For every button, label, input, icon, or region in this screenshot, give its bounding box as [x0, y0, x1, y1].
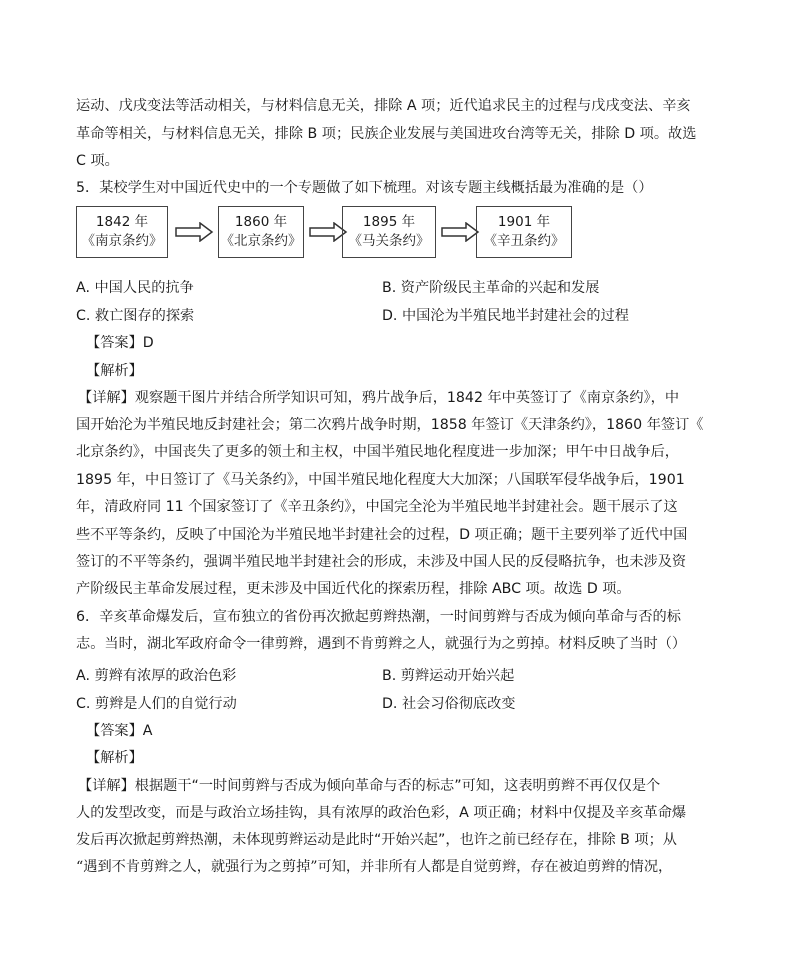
text-line: C 项。 [76, 153, 119, 169]
flow-treaty: 《辛丑条约》 [483, 233, 565, 249]
flow-box-1 [76, 206, 168, 258]
flow-treaty: 《马关条约》 [348, 233, 430, 249]
arrow-right-icon [440, 222, 480, 242]
flow-box-4 [476, 206, 572, 258]
detail-line: 国开始沦为半殖民地反封建社会；第二次鸦片战争时期，1858 年签订《天津条约》，1860 年签订《 [76, 417, 704, 433]
answer-label: 【答案】D [86, 335, 154, 351]
detail-line: 北京条约》，中国丧失了更多的领土和主权，中国半殖民地化程度进一步加深；甲午中日战争后， [76, 444, 679, 460]
flow-year: 1895 年 [362, 214, 416, 230]
detail-line: “遇到不肯剪辫之人，就强行为之剪掉”可知，并非所有人都是自觉剪辫，存在被迫剪辫的情况， [76, 859, 673, 875]
answer-label: 【答案】A [86, 723, 153, 739]
option-c: C. 剪辫是人们的自觉行动 [76, 696, 237, 712]
arrow-right-icon [174, 222, 214, 242]
detail-line: 人的发型改变，而是与政治立场挂钩，具有浓厚的政治色彩，A 项正确；材料中仅提及辛亥革命爆 [76, 805, 687, 821]
flow-box-3 [342, 206, 436, 258]
option-b: B. 剪辫运动开始兴起 [382, 668, 515, 684]
flow-treaty: 《南京条约》 [81, 233, 163, 249]
flow-treaty: 《北京条约》 [220, 233, 302, 249]
treaty-flow-diagram [76, 206, 576, 260]
detail-line: 年，清政府同 11 个国家签订了《辛丑条约》，中国完全沦为半殖民地半封建社会。题干展示了这 [76, 499, 678, 515]
question-6-stem: 6．辛亥革命爆发后，宣布独立的省份再次掀起剪辫热潮，一时间剪辫与否成为倾向革命与否的标 [76, 609, 681, 625]
detail-line: 产阶级民主革命发展过程，更未涉及中国近代化的探索历程，排除 ABC 项。故选 D 项。 [76, 581, 631, 597]
option-c: C. 救亡图存的探索 [76, 308, 195, 324]
detail-line: 签订的不平等条约，强调半殖民地半封建社会的形成，未涉及中国人民的反侵略抗争，也未涉及资 [76, 554, 687, 570]
flow-year: 1901 年 [497, 214, 551, 230]
option-a: A. 中国人民的抗争 [76, 280, 194, 296]
option-b: B. 资产阶级民主革命的兴起和发展 [382, 280, 600, 296]
detail-line: 1895 年，中日签订了《马关条约》，中国半殖民地化程度大大加深；八国联军侵华战争后，1901 [76, 472, 685, 488]
flow-year: 1860 年 [234, 214, 288, 230]
option-d: D. 中国沦为半殖民地半封建社会的过程 [382, 308, 629, 324]
option-a: A. 剪辫有浓厚的政治色彩 [76, 668, 237, 684]
detail-line: 些不平等条约，反映了中国沦为半殖民地半封建社会的过程，D 项正确；题干主要列举了近代中国 [76, 527, 688, 543]
detail-line: 发后再次掀起剪辫热潮，未体现剪辫运动是此时“开始兴起”，也许之前已经存在，排除 B 项；从 [76, 832, 677, 848]
flow-year: 1842 年 [95, 214, 149, 230]
option-d: D. 社会习俗彻底改变 [382, 696, 516, 712]
question-5-stem: 5．某校学生对中国近代史中的一个专题做了如下梳理。对该专题主线概括最为准确的是（） [76, 180, 653, 196]
analysis-label: 【解析】 [86, 363, 143, 379]
detail-line: 【详解】根据题干“一时间剪辫与否成为倾向革命与否的标志”可知，这表明剪辫不再仅仅是个 [78, 778, 661, 794]
analysis-label: 【解析】 [86, 750, 143, 766]
detail-line: 【详解】观察题干图片并结合所学知识可知，鸦片战争后，1842 年中英签订了《南京条约》，中 [78, 390, 680, 406]
flow-box-2 [218, 206, 304, 258]
text-line: 革命等相关，与材料信息无关，排除 B 项；民族企业发展与美国进攻台湾等无关，排除 D 项。故选 [76, 126, 697, 142]
text-line: 运动、戊戌变法等活动相关，与材料信息无关，排除 A 项；近代追求民主的过程与戊戌变法、辛亥 [76, 98, 691, 114]
question-6-stem: 志。当时，湖北军政府命令一律剪辫，遇到不肯剪辫之人，就强行为之剪掉。材料反映了当时（） [76, 636, 687, 652]
